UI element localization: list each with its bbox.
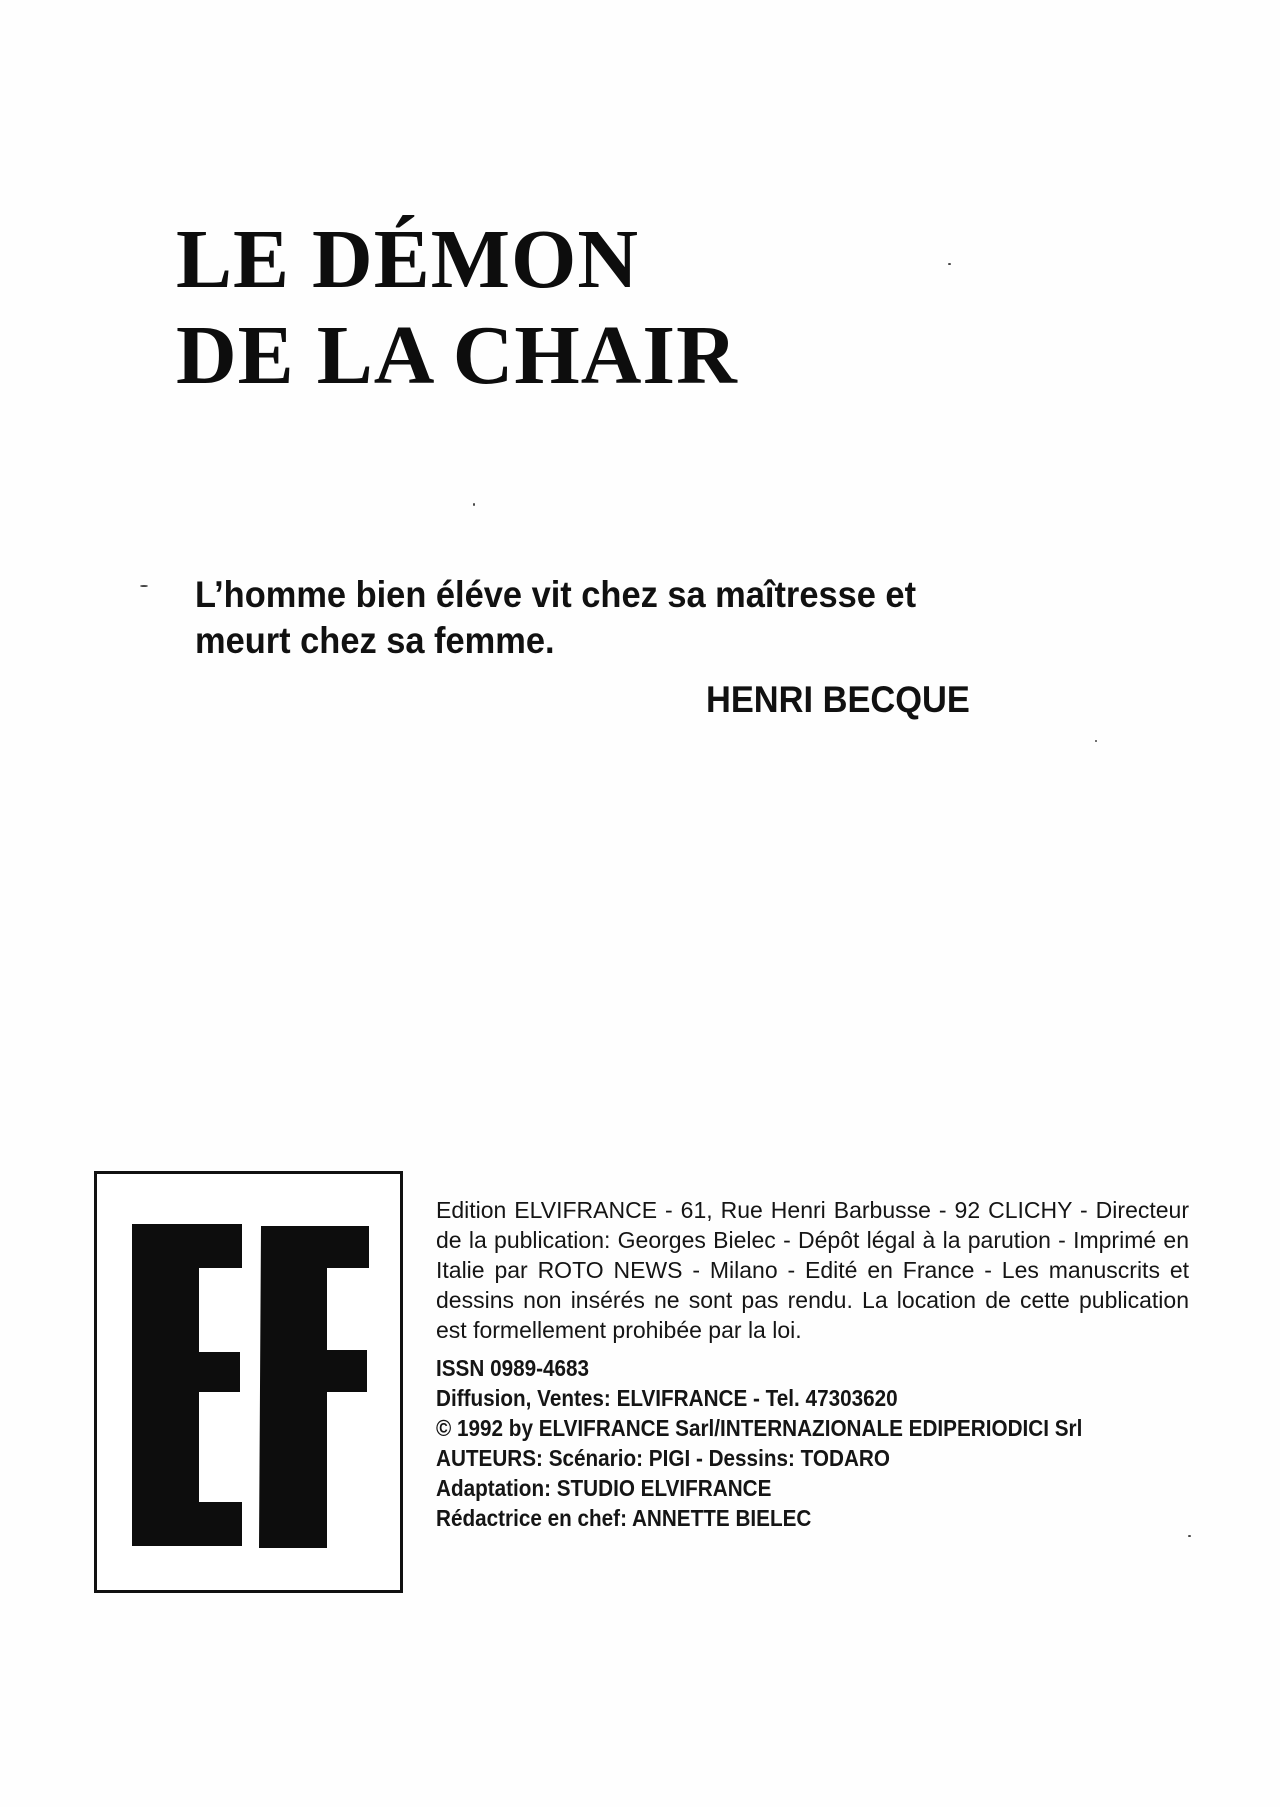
scan-speck [473, 503, 475, 506]
logo-letter-e-icon [132, 1224, 244, 1548]
issn-line: ISSN 0989-4683 [436, 1355, 590, 1381]
authors-line: AUTEURS: Scénario: PIGI - Dessins: TODARO [436, 1445, 890, 1471]
colophon [436, 1195, 1189, 1533]
epigraph-line-1: L’homme bien éléve vit chez sa maîtresse et [195, 574, 917, 615]
publisher-logo [94, 1171, 403, 1593]
epigraph-quote [195, 572, 1088, 664]
copyright-line: © 1992 by ELVIFRANCE Sarl/INTERNAZIONALE EDIPERIODICI Srl [436, 1415, 1083, 1441]
logo-letter-f-icon [259, 1226, 371, 1550]
epigraph-line-2: meurt chez sa femme. [195, 620, 555, 661]
distribution-line: Diffusion, Ventes: ELVIFRANCE - Tel. 47303620 [436, 1385, 898, 1411]
scan-speck [1095, 740, 1097, 742]
scan-speck [1188, 1535, 1191, 1537]
epigraph-author: HENRI BECQUE [706, 679, 970, 720]
book-title-line-1: LE DÉMON [176, 213, 640, 306]
book-title-line-2: DE LA CHAIR [176, 309, 738, 402]
adaptation-line: Adaptation: STUDIO ELVIFRANCE [436, 1475, 772, 1501]
book-title [176, 212, 738, 404]
scan-speck [140, 585, 148, 587]
legal-notice: Edition ELVIFRANCE - 61, Rue Henri Barbusse - 92 CLICHY - Directeur de la publication: Georges Bielec - Dépôt légal à la parution - Imprimé en Italie par ROTO NEWS - Milano - Edité en France - Les manuscrits et dessins non insérés ne sont pas rendu. La location de cette publication est formellement prohibée par la loi. [436, 1197, 1189, 1343]
scan-speck [948, 263, 951, 265]
editor-in-chief-line: Rédactrice en chef: ANNETTE BIELEC [436, 1505, 812, 1531]
